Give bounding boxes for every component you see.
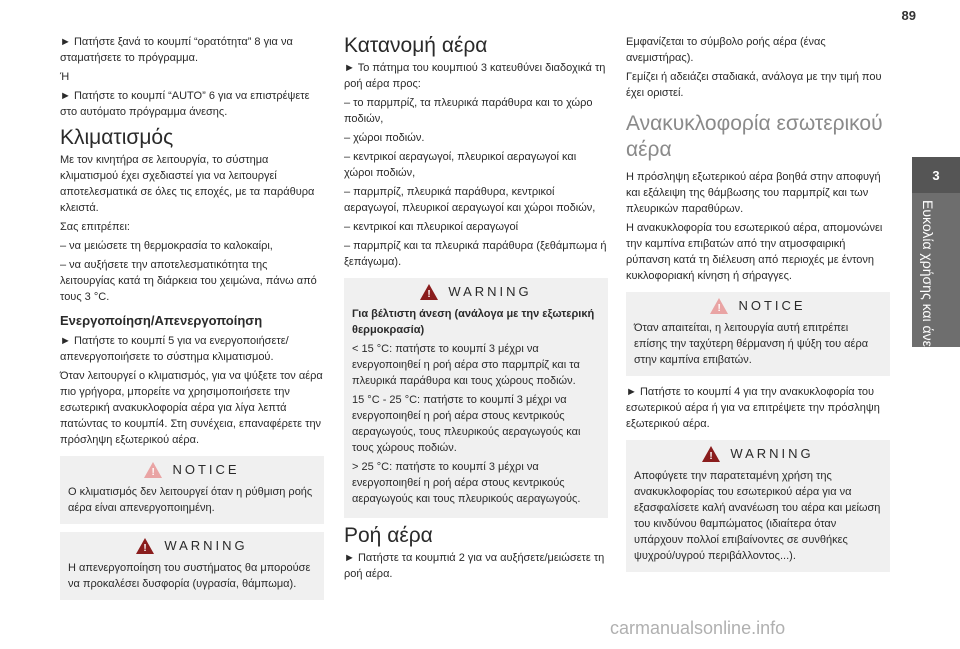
warning-box <box>60 532 324 600</box>
notice-icon <box>144 462 162 478</box>
warning-text: < 15 °C: πατήστε το κουμπί 3 μέχρι να ενεργοποιηθεί η ροή αέρα στο παρμπρίζ και τα πλευρικά παράθυρα και τους χώρους ποδιών. <box>352 343 580 387</box>
section-heading-air-conditioning: Κλιματισμός <box>60 126 174 149</box>
paragraph: ► Πατήστε τα κουμπιά 2 για να αυξήσετε/μειώσετε τη ροή αέρα. <box>344 552 605 580</box>
section-heading-air-distribution: Κατανομή αέρα <box>344 34 488 57</box>
list-item: – παρμπρίζ και τα πλευρικά παράθυρα (ξεθάμπωμα ή ξεπάγωμα). <box>344 240 607 268</box>
warning-label: WARNING <box>164 538 248 553</box>
warning-icon <box>136 538 154 554</box>
paragraph: Ή <box>60 71 70 83</box>
list-item: – το παρμπρίζ, τα πλευρικά παράθυρα και το χώρο ποδιών, <box>344 97 593 125</box>
column-3 <box>626 34 890 580</box>
warning-label: WARNING <box>730 446 814 461</box>
list-item: – κεντρικοί αεραγωγοί, πλευρικοί αεραγωγοί και χώροι ποδιών, <box>344 151 577 179</box>
section-heading-recirculation: Ανακυκλοφορία εσωτερικού αέρα <box>626 112 883 161</box>
page-number: 89 <box>901 8 916 23</box>
chapter-title: Ευκολία χρήσης και άνεση <box>920 200 936 364</box>
warning-box <box>626 440 890 572</box>
warning-label: WARNING <box>448 284 532 299</box>
paragraph: Η πρόσληψη εξωτερικού αέρα βοηθά στην αποφυγή και εξάλειψη της θάμβωσης του παρμπρίζ και των πλευρικών παραθύρων. <box>626 171 881 215</box>
warning-text: > 25 °C: πατήστε το κουμπί 3 μέχρι να ενεργοποιηθεί η ροή αέρα στους κεντρικούς αεραγωγούς και τους πλευρικούς αεραγωγούς. <box>352 461 581 505</box>
paragraph: Η ανακυκλοφορία του εσωτερικού αέρα, απομονώνει την καμπίνα επιβατών από την ατμοσφαιρική ρύπανση κατά τη διέλευση από περιοχές με έντονη κυκλοφοριακή κίνηση ή σήραγγες. <box>626 222 883 282</box>
section-heading-air-flow: Ροή αέρα <box>344 524 433 547</box>
notice-box <box>60 456 324 524</box>
subheading-on-off: Ενεργοποίηση/Απενεργοποίηση <box>60 313 263 328</box>
paragraph: ► Το πάτημα του κουμπιού 3 κατευθύνει διαδοχικά τη ροή αέρα προς: <box>344 62 606 90</box>
paragraph: Σας επιτρέπει: <box>60 221 130 233</box>
paragraph: ► Πατήστε το κουμπί 5 για να ενεργοποιήσετε/απενεργοποιήσετε το σύστημα κλιματισμού. <box>60 335 289 363</box>
warning-icon <box>702 446 720 462</box>
notice-text: Ο κλιματισμός δεν λειτουργεί όταν η ρύθμιση ροής αέρα είναι απενεργοποιημένη. <box>68 486 313 514</box>
warning-text: Η απενεργοποίηση του συστήματος θα μπορούσε να προκαλέσει δυσφορία (υγρασία, θάμπωμα). <box>68 562 311 590</box>
warning-text: 15 °C - 25 °C: πατήστε το κουμπί 3 μέχρι να ενεργοποιηθεί η ροή αέρα στους κεντρικούς αεραγωγούς, τους πλευρικούς αεραγωγούς και τους χώρους ποδιών. <box>352 394 581 454</box>
warning-title: Για βέλτιστη άνεση (ανάλογα με την εξωτερική θερμοκρασία) <box>352 308 595 336</box>
notice-label: NOTICE <box>738 298 806 313</box>
column-2 <box>344 34 608 585</box>
chapter-tab[interactable]: 3 <box>912 157 960 193</box>
paragraph: Με τον κινητήρα σε λειτουργία, το σύστημα κλιματισμού έχει σχεδιαστεί για να λειτουργεί αποτελεσματικά σε όλες τις εποχές, με τα παράθυρα κλειστά. <box>60 154 315 214</box>
warning-icon <box>420 284 438 300</box>
list-item: – να μειώσετε τη θερμοκρασία το καλοκαίρι, <box>60 240 273 252</box>
paragraph: Εμφανίζεται το σύμβολο ροής αέρα (ένας ανεμιστήρας). <box>626 36 826 64</box>
list-item: – παρμπρίζ, πλευρικά παράθυρα, κεντρικοί αεραγωγοί, πλευρικοί αεραγωγοί και χώροι ποδιών, <box>344 186 596 214</box>
list-item: – χώροι ποδιών. <box>344 132 425 144</box>
paragraph: ► Πατήστε ξανά το κουμπί “ορατότητα” 8 για να σταματήσετε το πρόγραμμα. <box>60 36 293 64</box>
warning-box <box>344 278 608 518</box>
paragraph: Γεμίζει ή αδειάζει σταδιακά, ανάλογα με την τιμή που έχει οριστεί. <box>626 71 882 99</box>
paragraph: Όταν λειτουργεί ο κλιματισμός, για να ψύξετε τον αέρα πιο γρήγορα, μπορείτε να χρησιμοποιήσετε την εσωτερική ανακυκλοφορία αέρα για λίγα λεπτά πατώντας το κουμπί4. Στη συνέχεια, επαναφέρετε την πρόσληψη εξωτερικού αέρα. <box>60 370 323 446</box>
list-item: – κεντρικοί και πλευρικοί αεραγωγοί <box>344 221 519 233</box>
watermark-footer[interactable]: carmanualsonline.info <box>610 618 786 638</box>
paragraph: ► Πατήστε το κουμπί “AUTO” 6 για να επιστρέψετε στο αυτόματο πρόγραμμα άνεσης. <box>60 90 310 118</box>
notice-box <box>626 292 890 376</box>
warning-text: Αποφύγετε την παρατεταμένη χρήση της ανακυκλοφορίας του εσωτερικού αέρα για να εξασφαλίσετε καλή ανανέωση του αέρα και μείωση του κινδύνου θαμπώματος (ιδιαίτερα όταν υπάρχουν πολλοί επιβαίνοντες σε συνθήκες ψυχρού/υγρού περιβάλλοντος...). <box>634 470 881 562</box>
notice-label: NOTICE <box>172 462 240 477</box>
list-item: – να αυξήσετε την αποτελεσματικότητα της λειτουργίας κατά τη διάρκεια του χειμώνα, πάνω από τους 3 °C. <box>60 259 317 303</box>
notice-icon <box>710 298 728 314</box>
column-1 <box>60 34 324 608</box>
paragraph: ► Πατήστε το κουμπί 4 για την ανακυκλοφορία του εσωτερικού αέρα ή για να επιτρέψετε την πρόσληψη εξωτερικού αέρα. <box>626 386 880 430</box>
notice-text: Όταν απαιτείται, η λειτουργία αυτή επιτρέπει επίσης την ταχύτερη θέρμανση ή ψύξη του αέρα στην καμπίνα επιβατών. <box>634 322 869 366</box>
